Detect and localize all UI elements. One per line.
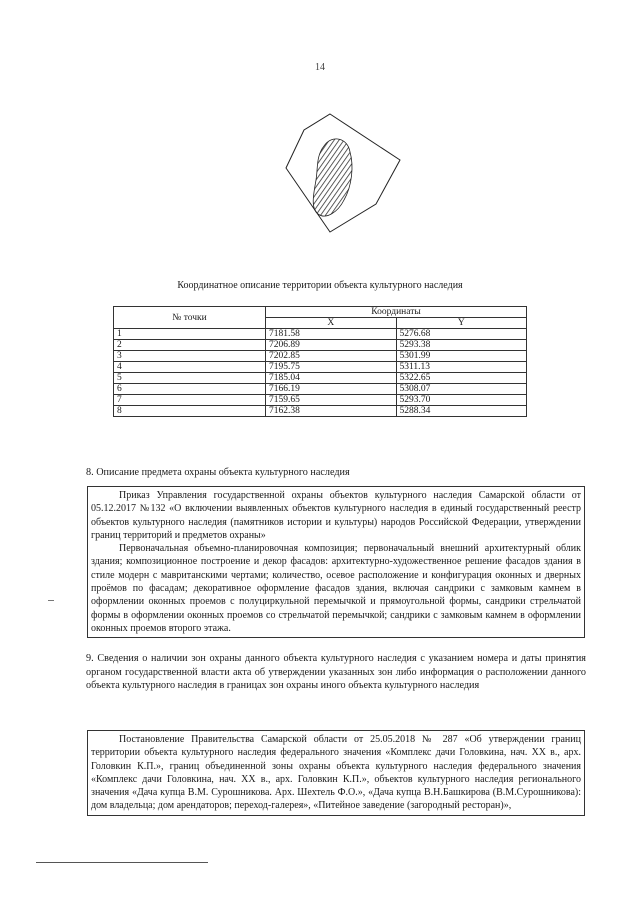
table-row [114,395,527,406]
coord-x: 7162.38 [266,406,397,417]
coord-y: 5308.07 [396,384,527,395]
table-row [114,351,527,362]
coord-y: 5276.68 [396,329,527,340]
header-coordinates: Координаты [266,307,527,318]
coord-y: 5293.70 [396,395,527,406]
page-number: 14 [315,62,325,73]
building-footprint [313,139,352,216]
point-number: 6 [114,384,266,395]
coord-y: 5293.38 [396,340,527,351]
table-row [114,362,527,373]
header-x: X [266,318,397,329]
section-8-heading: 8. Описание предмета охраны объекта культурного наследия [86,467,350,478]
coordinates-table [113,306,527,417]
section-9-box [87,730,585,816]
table-row [114,373,527,384]
table-row [114,340,527,351]
section-8-box [87,486,585,638]
footnote-separator [36,862,208,863]
section-9-heading: 9. Сведения о наличии зон охраны данного объекта культурного наследия с указанием номера и даты принятия органом государственной власти акта об утверждении указанных зон либо информация о расположении данного объекта культурного наследия в границах зон охраны иного объекта культурного наследия [86,653,586,692]
table-row [114,329,527,340]
site-plan-drawing [278,108,404,236]
header-y: Y [396,318,527,329]
point-number: 8 [114,406,266,417]
section-9-resolution-text: Постановление Правительства Самарской области от 25.05.2018 № 287 «Об утверждении границ территории объекта культурного наследия федерального значения «Комплекс дачи Головкина, нач. XX в., арх. Головкин К.П.», границ объединенной зоны охраны объекта культурного наследия федерального значения «Комплекс дачи Головкина, нач. XX в., арх. Головкин К.П.», объектов культурного наследия регионального значения «Дача купца В.М. Сурошникова. Арх. Шехтель Ф.О.», «Дача купца В.Н.Башкирова (В.М.Сурошникова): дом владельца; дом арендаторов; переход-галерея», «Питейное заведение (загородный ресторан)», [91,734,581,812]
point-number: 3 [114,351,266,362]
table-row [114,384,527,395]
point-number: 5 [114,373,266,384]
coord-x: 7166.19 [266,384,397,395]
point-number: 1 [114,329,266,340]
table-caption: Координатное описание территории объекта культурного наследия [177,280,463,291]
coord-y: 5322.65 [396,373,527,384]
point-number: 2 [114,340,266,351]
coord-y: 5301.99 [396,351,527,362]
point-number: 7 [114,395,266,406]
coord-x: 7206.89 [266,340,397,351]
point-number: 4 [114,362,266,373]
coord-x: 7185.04 [266,373,397,384]
header-point: № точки [114,307,266,329]
coord-y: 5311.13 [396,362,527,373]
section-8-order-text: Приказ Управления государственной охраны объектов культурного наследия Самарской области от 05.12.2017 №132 «О включении выявленных объектов культурного наследия в единый государственный реестр объектов культурного наследия (памятников истории и культуры) народов Российской Федерации, утверждении границ территорий и предметов охраны» [91,490,581,541]
coord-x: 7181.58 [266,329,397,340]
coord-x: 7159.65 [266,395,397,406]
coord-y: 5288.34 [396,406,527,417]
margin-mark [48,600,54,601]
coord-x: 7202.85 [266,351,397,362]
table-row [114,406,527,417]
coord-x: 7195.75 [266,362,397,373]
section-8-subject-text: Первоначальная объемно-планировочная композиция; первоначальный внешний архитектурный облик здания; композиционное построение и декор фасадов: архитектурно-художественное решение фасадов здания в стиле модерн с мавританскими чертами; количество, осевое расположение и конфигурация оконных и дверных проёмов по фасадам; декоративное оформление фасадов здания, включая сандрики с замковым камнем в оформлении оконных проемов с полуциркульной перемычкой и прямоугольной формы, сандрики стрельчатой формы в оформлении оконных проемов со стрельчатой перемычкой; сандрики с замковым камнем в оформлении оконных проемов второго этажа. [91,543,581,634]
